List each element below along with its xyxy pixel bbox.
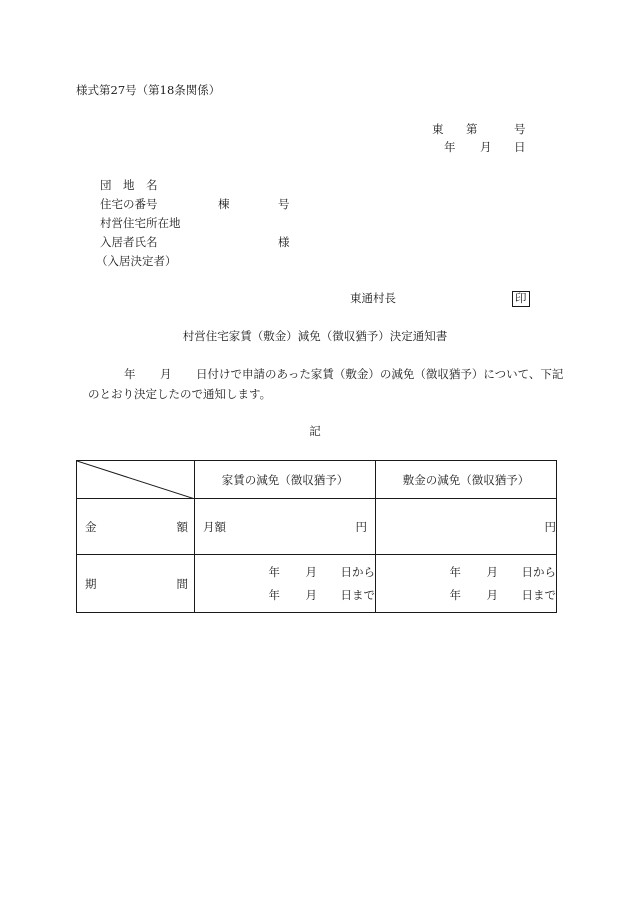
location-label: 村営住宅所在地 [100, 216, 181, 230]
doc-number-suffix: 号 [514, 122, 526, 136]
body-line1: 日付けで申請のあった家賃（敷金）の減免（徴収猶予）について、下記 [196, 367, 564, 381]
amount-label-left: 金 [85, 519, 97, 534]
unit-number-label: 住宅の番号 [100, 197, 158, 211]
table-row-period [77, 555, 557, 613]
sender-title: 東通村長 [350, 291, 396, 305]
rent-from-month: 月 [305, 565, 317, 579]
honorific: 様 [278, 235, 290, 249]
diagonal-line [77, 461, 195, 499]
body-line2: のとおり決定したので通知します。 [88, 387, 272, 401]
resident-note: （入居決定者） [96, 254, 177, 268]
body-month: 月 [160, 367, 172, 381]
rent-from-day: 日から [340, 565, 375, 579]
resident-name-label: 入居者氏名 [100, 235, 158, 249]
rent-amount-prefix: 月額 [203, 519, 226, 534]
rent-amount-cell [195, 499, 376, 555]
number-label: 号 [278, 197, 290, 211]
ki-heading: 記 [309, 424, 321, 438]
deposit-to-day: 日まで [521, 588, 556, 602]
rent-amount-unit: 円 [355, 519, 367, 534]
doc-number-prefix: 東 [432, 122, 444, 136]
deposit-amount-cell [376, 499, 557, 555]
rent-from-year: 年 [268, 565, 280, 579]
building-label: 棟 [218, 197, 230, 211]
body-year: 年 [124, 367, 136, 381]
seal-mark: 印 [512, 291, 530, 307]
table-row-amount [77, 499, 557, 555]
period-label-right: 間 [176, 576, 188, 591]
housing-complex-label: 団 地 名 [100, 178, 158, 192]
amount-label-cell [77, 499, 195, 555]
date-month: 月 [480, 140, 492, 154]
deposit-to-month: 月 [486, 588, 498, 602]
doc-number-mid: 第 [466, 122, 478, 136]
decision-table [76, 460, 557, 613]
header-deposit: 敷金の減免（徴収猶予） [376, 461, 557, 499]
period-label-left: 期 [85, 576, 97, 591]
rent-period-cell [195, 555, 376, 613]
amount-label-right: 額 [176, 519, 188, 534]
deposit-from-month: 月 [486, 565, 498, 579]
period-label-cell [77, 555, 195, 613]
corner-cell [77, 461, 195, 499]
date-year: 年 [444, 140, 456, 154]
rent-to-day: 日まで [340, 588, 375, 602]
deposit-from-year: 年 [449, 565, 461, 579]
date-day: 日 [514, 140, 526, 154]
table-header-row [77, 461, 557, 499]
header-rent: 家賃の減免（徴収猶予） [195, 461, 376, 499]
doc-title: 村営住宅家賃（敷金）減免（徴収猶予）決定通知書 [182, 329, 448, 343]
rent-to-month: 月 [305, 588, 317, 602]
form-number: 様式第27号（第18条関係） [76, 83, 221, 97]
deposit-period-cell [376, 555, 557, 613]
deposit-amount-unit: 円 [544, 519, 556, 534]
rent-to-year: 年 [268, 588, 280, 602]
deposit-from-day: 日から [521, 565, 556, 579]
deposit-to-year: 年 [449, 588, 461, 602]
